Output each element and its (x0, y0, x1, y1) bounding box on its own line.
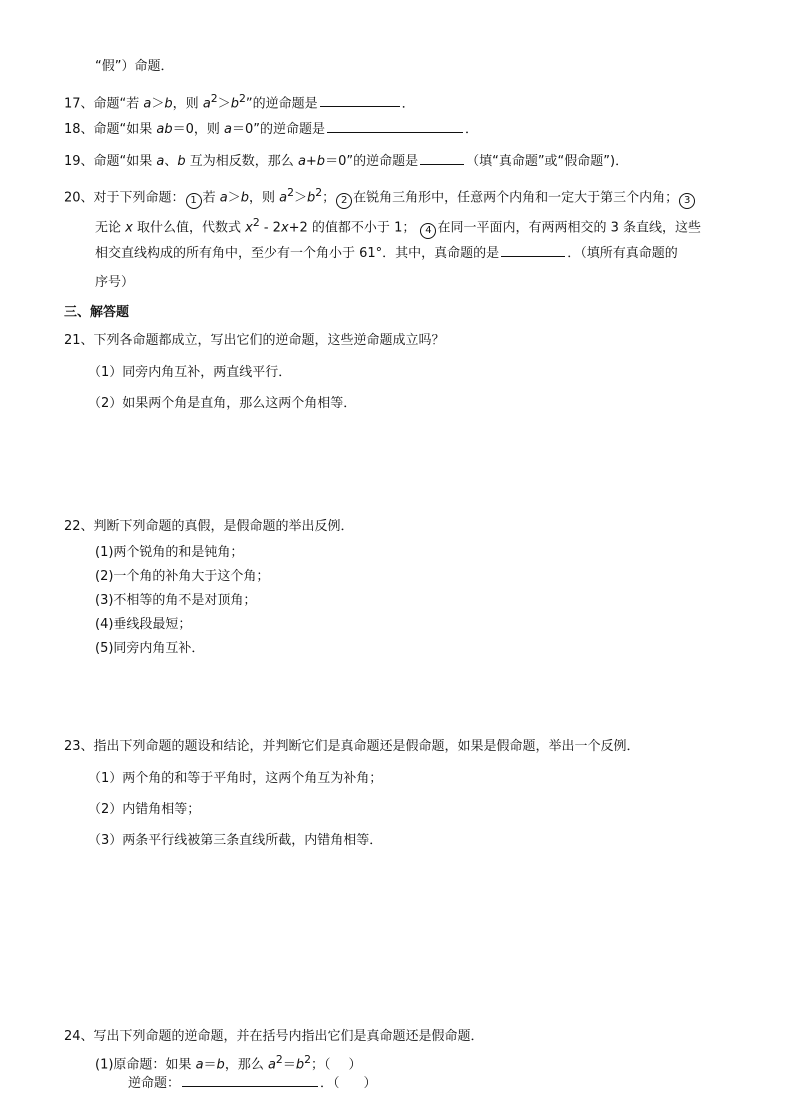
q20-text: ； (322, 190, 336, 206)
exponent: 2 (304, 1053, 311, 1066)
q21-number: 21、 (64, 333, 94, 348)
answer-blank-17[interactable] (320, 94, 400, 107)
q20-text: 在锐角三角形中，任意两个内角和一定大于第三个内角； (353, 190, 679, 206)
circled-3-icon: 3 (679, 193, 695, 209)
gt-sign: ＞ (217, 96, 231, 112)
circled-4-icon: 4 (420, 223, 436, 239)
answer-blank-18[interactable] (327, 120, 463, 133)
q24-converse (128, 1074, 377, 1093)
q24-converse-label: 逆命题： (128, 1076, 181, 1091)
exponent: 2 (210, 92, 218, 105)
q18-text: 命题“如果 (93, 122, 157, 137)
answer-blank-24[interactable] (182, 1074, 318, 1087)
circled-2-icon: 2 (336, 193, 352, 209)
var-ab: ab (156, 122, 173, 137)
exponent: 2 (238, 92, 246, 105)
q24-text: ；（ (310, 1057, 331, 1073)
q23-stem: 指出下列命题的题设和结论，并判断它们是真命题还是假命题，如果是假命题，举出一个反例． (93, 739, 640, 754)
q19-text: 、 (164, 154, 178, 169)
q19-number: 19、 (64, 154, 94, 169)
q24-text: ．（ (320, 1076, 340, 1091)
q20-text: 取什么值，代数式 (132, 220, 246, 236)
exponent: 2 (287, 186, 294, 199)
q24-text: ，那么 (224, 1057, 268, 1073)
q17-text: 命题“若 (93, 96, 144, 112)
q20-text: - 2 (259, 220, 281, 236)
q21-stem: 下列各命题都成立，写出它们的逆命题，这些逆命题成立吗？ (93, 333, 445, 348)
question-19 (64, 152, 628, 171)
q17-number: 17、 (64, 96, 94, 112)
q17-text: ”的逆命题是 (245, 96, 318, 112)
q20-text: 若 (202, 190, 220, 206)
q19-text: （填“真命题”或“假命题”)． (466, 154, 629, 169)
q24-number: 24、 (64, 1029, 94, 1044)
q18-number: 18、 (64, 122, 94, 137)
var-b: b (164, 96, 173, 112)
expr-a-plus-b: a+b (297, 154, 326, 169)
exponent: 2 (252, 216, 260, 229)
eq-sign: ＝ (282, 1057, 296, 1073)
answer-blank-19[interactable] (420, 152, 464, 165)
q19-text: ＝0”的逆命题是 (325, 154, 419, 169)
q23-item: （1）两个角的和等于平角时，这两个角互为补角； (88, 771, 383, 786)
q18-text: ＝0”的逆命题是 (232, 122, 326, 137)
var-a: a (156, 154, 165, 169)
q24-text: ） (348, 1057, 362, 1073)
circled-1-icon: 1 (186, 193, 202, 209)
gt-sign: ＞ (151, 96, 165, 112)
gt-sign: ＞ (227, 190, 241, 206)
q19-text: 命题“如果 (93, 154, 157, 169)
q23-item: （2）内错角相等； (88, 802, 201, 817)
var-b: b (295, 1057, 305, 1073)
var-a: a (224, 122, 233, 137)
question-17 (64, 90, 415, 113)
q20-text: ，则 (248, 190, 280, 206)
var-a: a (195, 1057, 204, 1073)
q21-item: （1）同旁内角互补，两直线平行． (88, 365, 292, 380)
var-x: x (280, 220, 289, 236)
q24-text: ） (363, 1076, 377, 1091)
q24-original (95, 1051, 362, 1074)
q22-item: (3)不相等的角不是对顶角； (95, 593, 257, 608)
var-a: a (143, 96, 152, 112)
question-20-line-4: 序号） (95, 275, 135, 290)
q22-number: 22、 (64, 519, 94, 534)
q23-item: （3）两条平行线被第三条直线所截，内错角相等． (88, 833, 383, 848)
q24-stem: 写出下列命题的逆命题，并在括号内指出它们是真命题还是假命题． (93, 1029, 484, 1044)
q22-item: (1)两个锐角的和是钝角； (95, 545, 244, 560)
q20-text: 对于下列命题： (93, 190, 185, 206)
q18-text: ＝0，则 (172, 122, 225, 137)
question-20-line-2 (95, 214, 701, 239)
exponent: 2 (315, 186, 323, 199)
question-22 (64, 518, 354, 536)
var-b: b (306, 190, 316, 206)
q22-item: (4)垂线段最短； (95, 617, 192, 632)
q20-text: +2 的值都不小于 1； (288, 220, 420, 236)
q19-text: 互为相反数，那么 (185, 154, 298, 169)
period: ． (401, 96, 415, 112)
q20-text: ．（填所有真命题的 (567, 246, 678, 261)
var-x: x (245, 220, 253, 236)
q21-item: （2）如果两个角是直角，那么这两个角相等． (88, 396, 357, 411)
q24-text: (1)原命题：如果 (95, 1057, 196, 1073)
q23-number: 23、 (64, 739, 94, 754)
q20-number: 20、 (64, 190, 94, 206)
var-a: a (219, 190, 228, 206)
var-a: a (267, 1057, 276, 1073)
question-24 (64, 1028, 484, 1046)
var-a: a (279, 190, 288, 206)
q20-text: 在同一平面内，有两两相交的 3 条直线，这些 (437, 220, 702, 236)
period: ． (465, 122, 479, 137)
question-20-line-1 (64, 184, 696, 209)
var-b: b (240, 190, 249, 206)
var-x: x (125, 220, 133, 236)
question-23 (64, 738, 640, 756)
question-18 (64, 120, 478, 139)
eq-sign: ＝ (203, 1057, 217, 1073)
var-b: b (216, 1057, 225, 1073)
q22-stem: 判断下列命题的真假，是假命题的举出反例． (93, 519, 354, 534)
var-a: a (202, 96, 211, 112)
question-20-line-3 (95, 244, 678, 263)
q16-tail: “假”）命题． (95, 59, 174, 74)
gt-sign: ＞ (293, 190, 307, 206)
q20-text: 相交直线构成的所有角中，至少有一个角小于 61°．其中，真命题的是 (95, 246, 500, 261)
q22-item: (2)一个角的补角大于这个角； (95, 569, 270, 584)
q17-text: ，则 (172, 96, 203, 112)
section-heading: 三、解答题 (64, 305, 130, 320)
var-b: b (230, 96, 239, 112)
q22-item: (5)同旁内角互补． (95, 641, 205, 656)
answer-blank-20[interactable] (501, 244, 565, 257)
var-b: b (177, 154, 186, 169)
exponent: 2 (275, 1053, 283, 1066)
question-21 (64, 332, 445, 350)
q20-text: 无论 (95, 220, 126, 236)
